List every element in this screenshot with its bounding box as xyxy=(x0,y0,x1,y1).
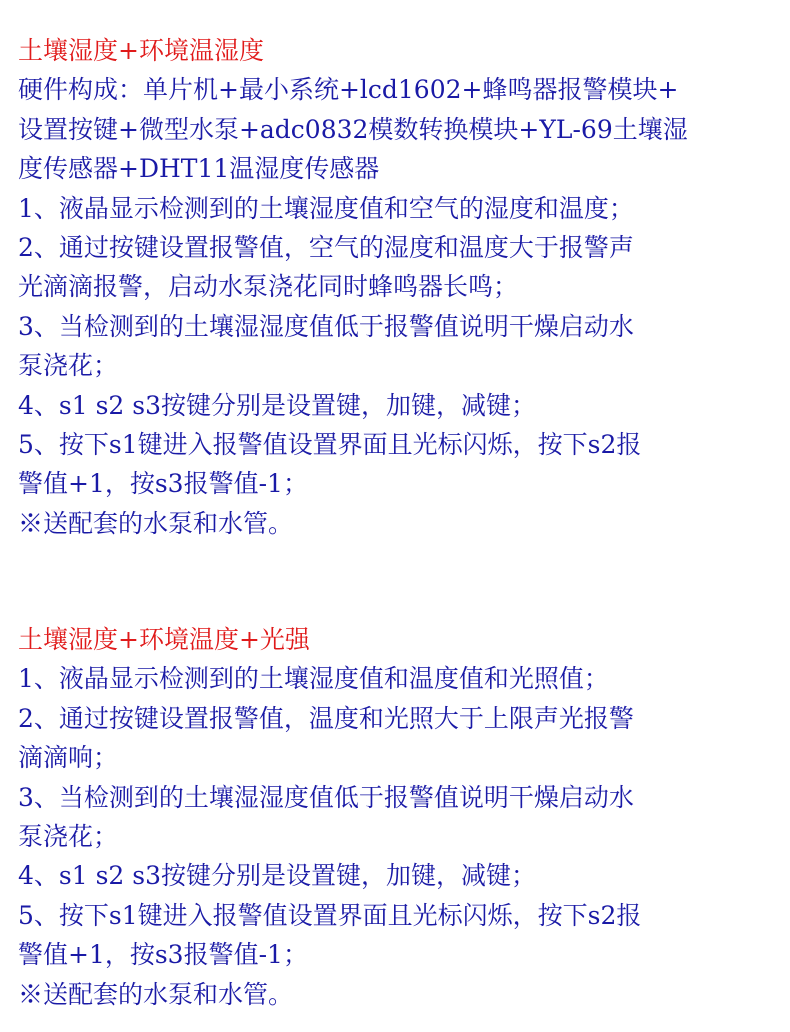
section-title: 土壤湿度+环境温度+光强 xyxy=(18,625,310,654)
feature-1-line: 1、液晶显示检测到的土壤湿度值和温度值和光照值； xyxy=(18,664,609,694)
bonus-note: ※送配套的水泵和水管。 xyxy=(18,979,294,1009)
feature-3-line-1: 3、当检测到的土壤湿湿度值低于报警值说明干燥启动水 xyxy=(18,782,634,812)
feature-2-line-2: 滴滴响； xyxy=(18,743,119,773)
hardware-line-1: 硬件构成：单片机+最小系统+lcd1602+蜂鸣器报警模块+ xyxy=(18,75,679,105)
hardware-line-3: 度传感器+DHT11温湿度传感器 xyxy=(18,154,380,184)
feature-2-line-2: 光滴滴报警，启动水泵浇花同时蜂鸣器长鸣； xyxy=(18,272,519,302)
feature-3-line-1: 3、当检测到的土壤湿湿度值低于报警值说明干燥启动水 xyxy=(18,311,634,341)
bonus-note: ※送配套的水泵和水管。 xyxy=(18,508,294,538)
section-title: 土壤湿度+环境温湿度 xyxy=(18,36,264,65)
feature-2-line-1: 2、通过按键设置报警值，温度和光照大于上限声光报警 xyxy=(18,703,634,733)
feature-3-line-2: 泵浇花； xyxy=(18,351,119,381)
feature-4-line: 4、s1 s2 s3按键分别是设置键，加键，减键； xyxy=(18,390,537,420)
feature-3-line-2: 泵浇花； xyxy=(18,821,119,851)
feature-5-line-1: 5、按下s1键进入报警值设置界面且光标闪烁，按下s2报 xyxy=(18,429,642,459)
feature-1-line: 1、液晶显示检测到的土壤湿度值和空气的湿度和温度； xyxy=(18,193,634,223)
section-soil-humidity-env-temp-humidity xyxy=(18,31,778,543)
hardware-line-2: 设置按键+微型水泵+adc0832模数转换模块+YL-69土壤湿 xyxy=(18,114,688,144)
feature-4-line: 4、s1 s2 s3按键分别是设置键，加键，减键； xyxy=(18,861,537,891)
feature-5-line-2: 警值+1，按s3报警值-1； xyxy=(18,940,308,970)
feature-5-line-2: 警值+1，按s3报警值-1； xyxy=(18,469,308,499)
feature-5-line-1: 5、按下s1键进入报警值设置界面且光标闪烁，按下s2报 xyxy=(18,900,642,930)
feature-2-line-1: 2、通过按键设置报警值，空气的湿度和温度大于报警声 xyxy=(18,232,634,262)
section-soil-humidity-env-temp-light xyxy=(18,620,778,1014)
